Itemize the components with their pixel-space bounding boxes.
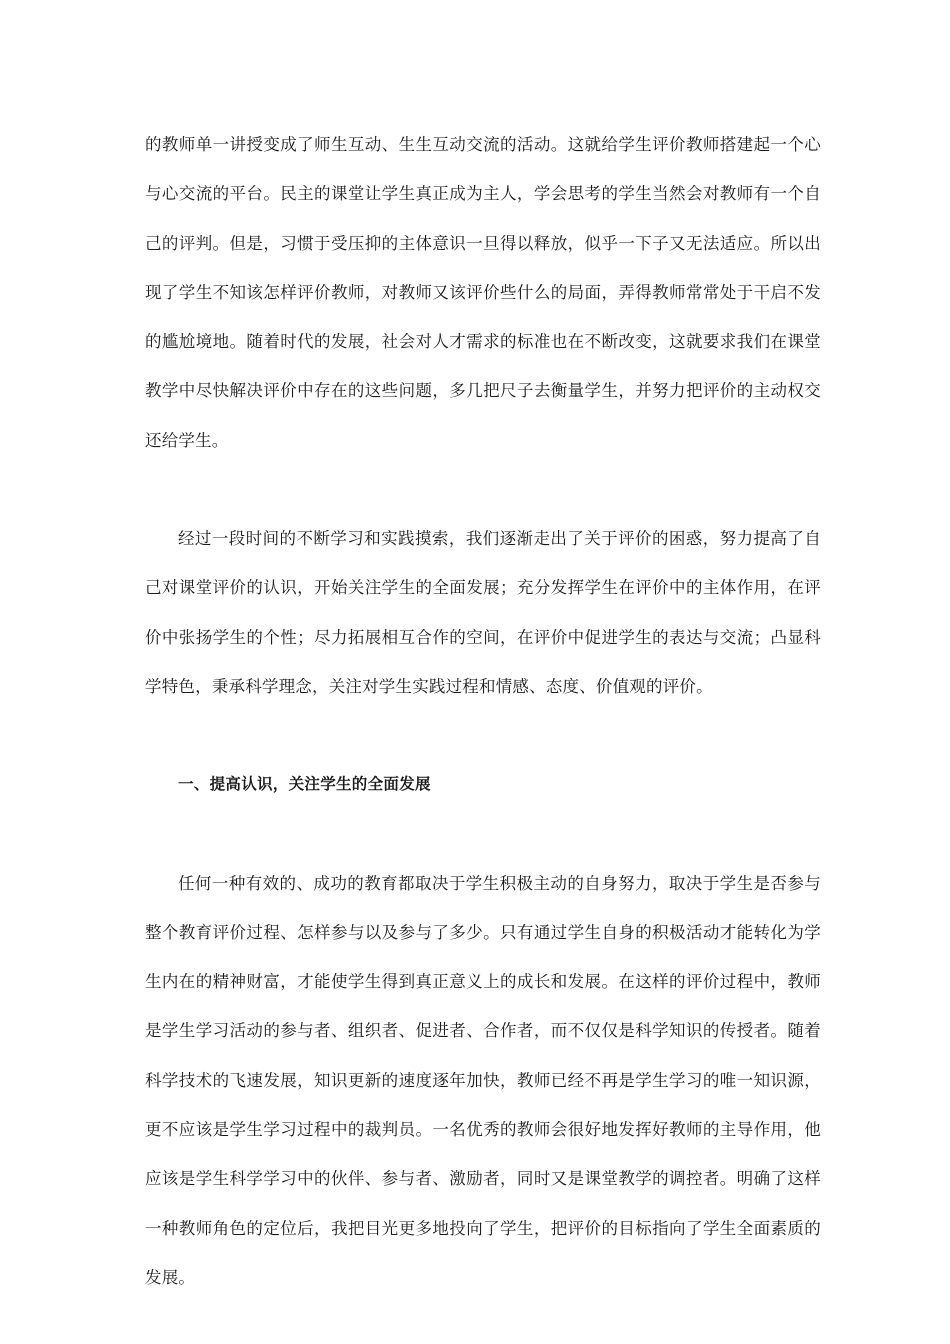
paragraph-gap — [145, 465, 821, 514]
paragraph-gap — [145, 810, 821, 859]
section-heading: 一、提高认识，关注学生的全面发展 — [178, 775, 431, 794]
paragraph-continued: 的教师单一讲授变成了师生互动、生生互动交流的活动。这就给学生评价教师搭建起一个心与心交流的平台。民主的课堂让学生真正成为主人，学会思考的学生当然会对教师有一个自己的评判。但是，习惯于受压抑的主体意识一旦得以释放，似乎一下子又无法适应。所以出现了学生不知该怎样评价教师，对教师又该评价些什么的局面，弄得教师常常处于干启不发的尴尬境地。随着时代的发展，社会对人才需求的标准也在不断改变，这就要求我们在课堂教学中尽快解决评价中存在的这些问题，多几把尺子去衡量学生，并努力把评价的主动权交还给学生。 — [145, 135, 821, 450]
paragraph-section-body: 任何一种有效的、成功的教育都取决于学生积极主动的自身努力，取决于学生是否参与整个教育评价过程、怎样参与以及参与了多少。只有通过学生自身的积极活动才能转化为学生内在的精神财富，才能使学生得到真正意义上的成长和发展。在这样的评价过程中，教师是学生学习活动的参与者、组织者、促进者、合作者，而不仅仅是科学知识的传授者。随着科学技术的飞速发展，知识更新的速度逐年加快，教师已经不再是学生学习的唯一知识源，更不应该是学生学习过程中的裁判员。一名优秀的教师会很好地发挥好教师的主导作用，他应该是学生科学学习中的伙伴、参与者、激励者，同时又是课堂教学的调控者。明确了这样一种教师角色的定位后，我把目光更多地投向了学生，把评价的目标指向了学生全面素质的发展。 — [145, 873, 821, 1287]
paragraph-gap — [145, 711, 821, 760]
paragraph-intro: 经过一段时间的不断学习和实践摸索，我们逐渐走出了关于评价的困惑，努力提高了自己对课堂评价的认识，开始关注学生的全面发展；充分发挥学生在评价中的主体作用，在评价中张扬学生的个性；尽力拓展相互合作的空间，在评价中促进学生的表达与交流；凸显科学特色，秉承科学理念，关注对学生实践过程和情感、态度、价值观的评价。 — [145, 529, 821, 696]
document-body — [145, 120, 821, 1302]
